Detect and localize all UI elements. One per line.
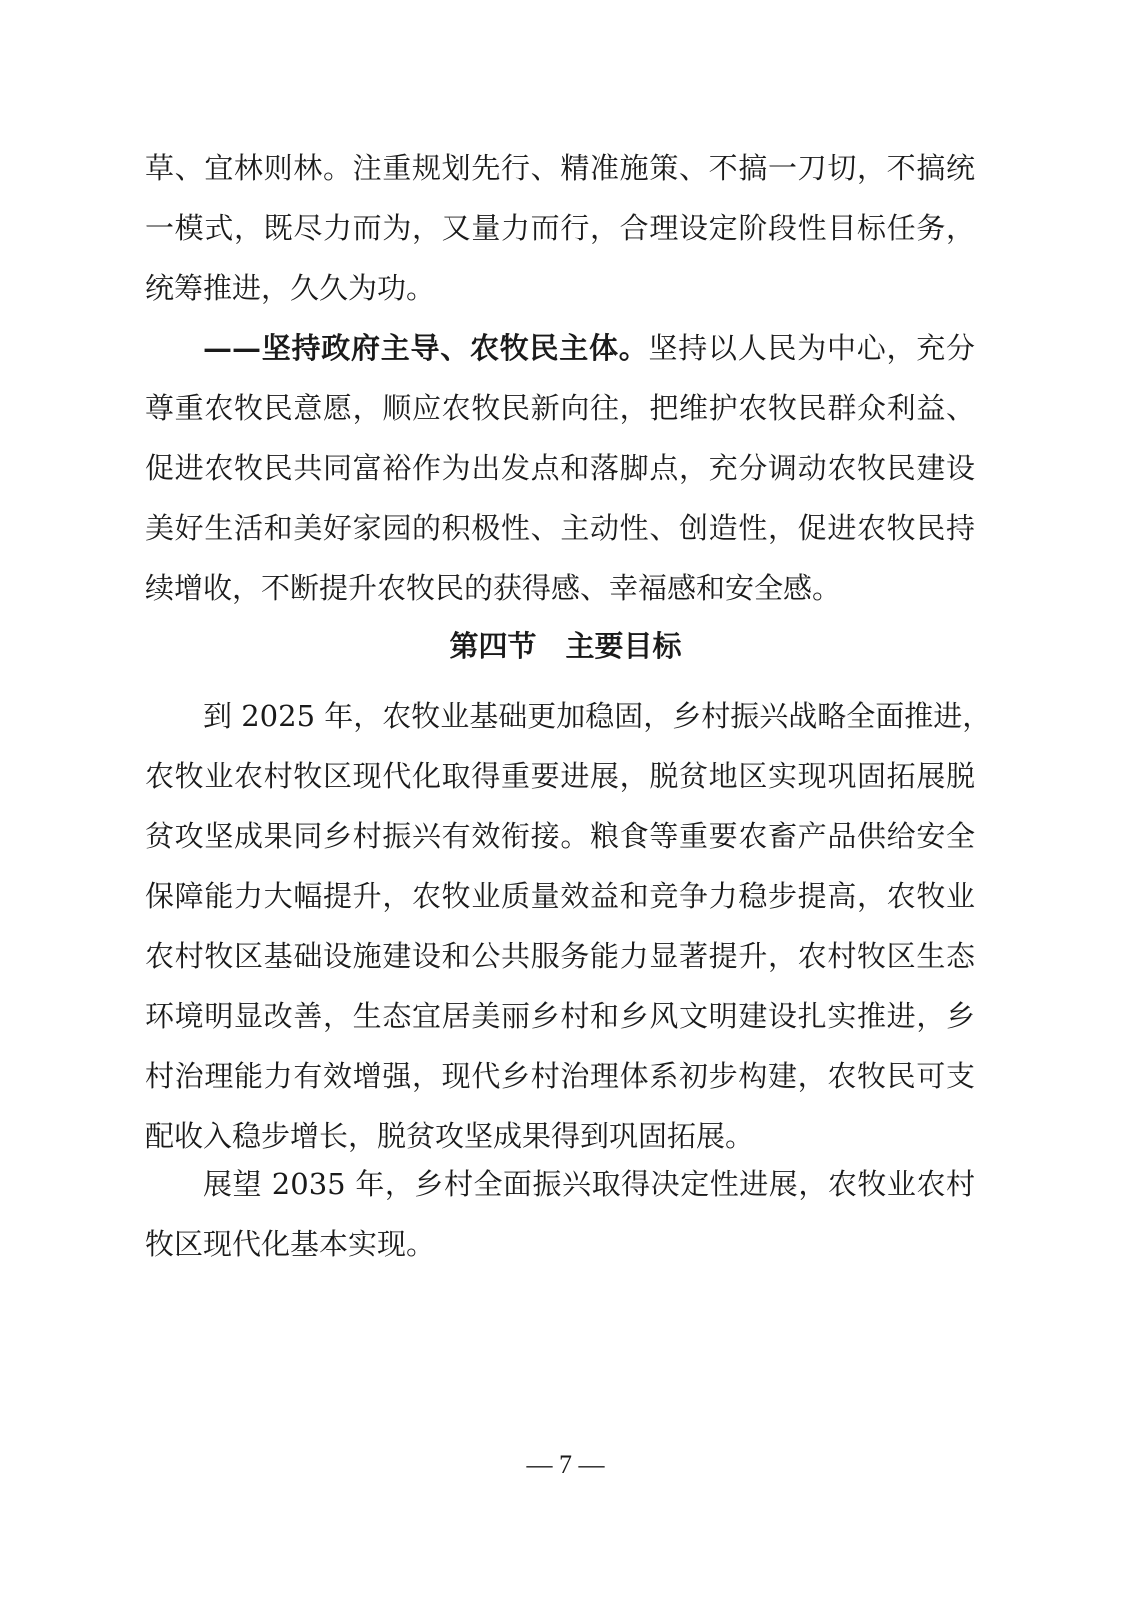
text-line: 美好生活和美好家园的积极性、主动性、创造性，促进农牧民持 bbox=[145, 511, 975, 545]
text-line: 展望 2035 年，乡村全面振兴取得决定性进展，农牧业农村 bbox=[203, 1167, 975, 1201]
text-line: 环境明显改善，生态宜居美丽乡村和乡风文明建设扎实推进，乡 bbox=[145, 999, 975, 1033]
principle-title: ——坚持政府主导、农牧民主体。 bbox=[203, 331, 649, 365]
text-line: 尊重农牧民意愿，顺应农牧民新向往，把维护农牧民群众利益、 bbox=[145, 391, 975, 425]
principle-text: 坚持以人民为中心，充分 bbox=[648, 331, 975, 365]
text-line: 农村牧区基础设施建设和公共服务能力显著提升，农村牧区生态 bbox=[145, 939, 975, 973]
paragraph-outlook-2035 bbox=[145, 1154, 975, 1274]
paragraph-principle bbox=[145, 318, 975, 618]
text-line bbox=[145, 318, 975, 378]
page-number: — 7 — bbox=[526, 1450, 605, 1479]
paragraph-continuation bbox=[145, 138, 975, 318]
text-line: 到 2025 年，农牧业基础更加稳固，乡村振兴战略全面推进， bbox=[203, 699, 992, 733]
text-line: 保障能力大幅提升，农牧业质量效益和竞争力稳步提高，农牧业 bbox=[145, 879, 975, 913]
paragraph-goals-2025 bbox=[145, 686, 992, 1166]
text-line: 续增收，不断提升农牧民的获得感、幸福感和安全感。 bbox=[145, 571, 842, 605]
text-line: 配收入稳步增长，脱贫攻坚成果得到巩固拓展。 bbox=[145, 1119, 755, 1153]
text-line: 农牧业农村牧区现代化取得重要进展，脱贫地区实现巩固拓展脱 bbox=[145, 759, 975, 793]
text-line: 一模式，既尽力而为，又量力而行，合理设定阶段性目标任务， bbox=[145, 211, 975, 245]
text-line: 促进农牧民共同富裕作为出发点和落脚点，充分调动农牧民建设 bbox=[145, 451, 975, 485]
section-heading: 第四节 主要目标 bbox=[449, 629, 682, 663]
text-line: 统筹推进，久久为功。 bbox=[145, 271, 436, 305]
text-line: 草、宜林则林。注重规划先行、精准施策、不搞一刀切，不搞统 bbox=[145, 151, 975, 185]
text-line: 贫攻坚成果同乡村振兴有效衔接。粮食等重要农畜产品供给安全 bbox=[145, 819, 975, 853]
text-line: 牧区现代化基本实现。 bbox=[145, 1227, 436, 1261]
text-line: 村治理能力有效增强，现代乡村治理体系初步构建，农牧民可支 bbox=[145, 1059, 975, 1093]
